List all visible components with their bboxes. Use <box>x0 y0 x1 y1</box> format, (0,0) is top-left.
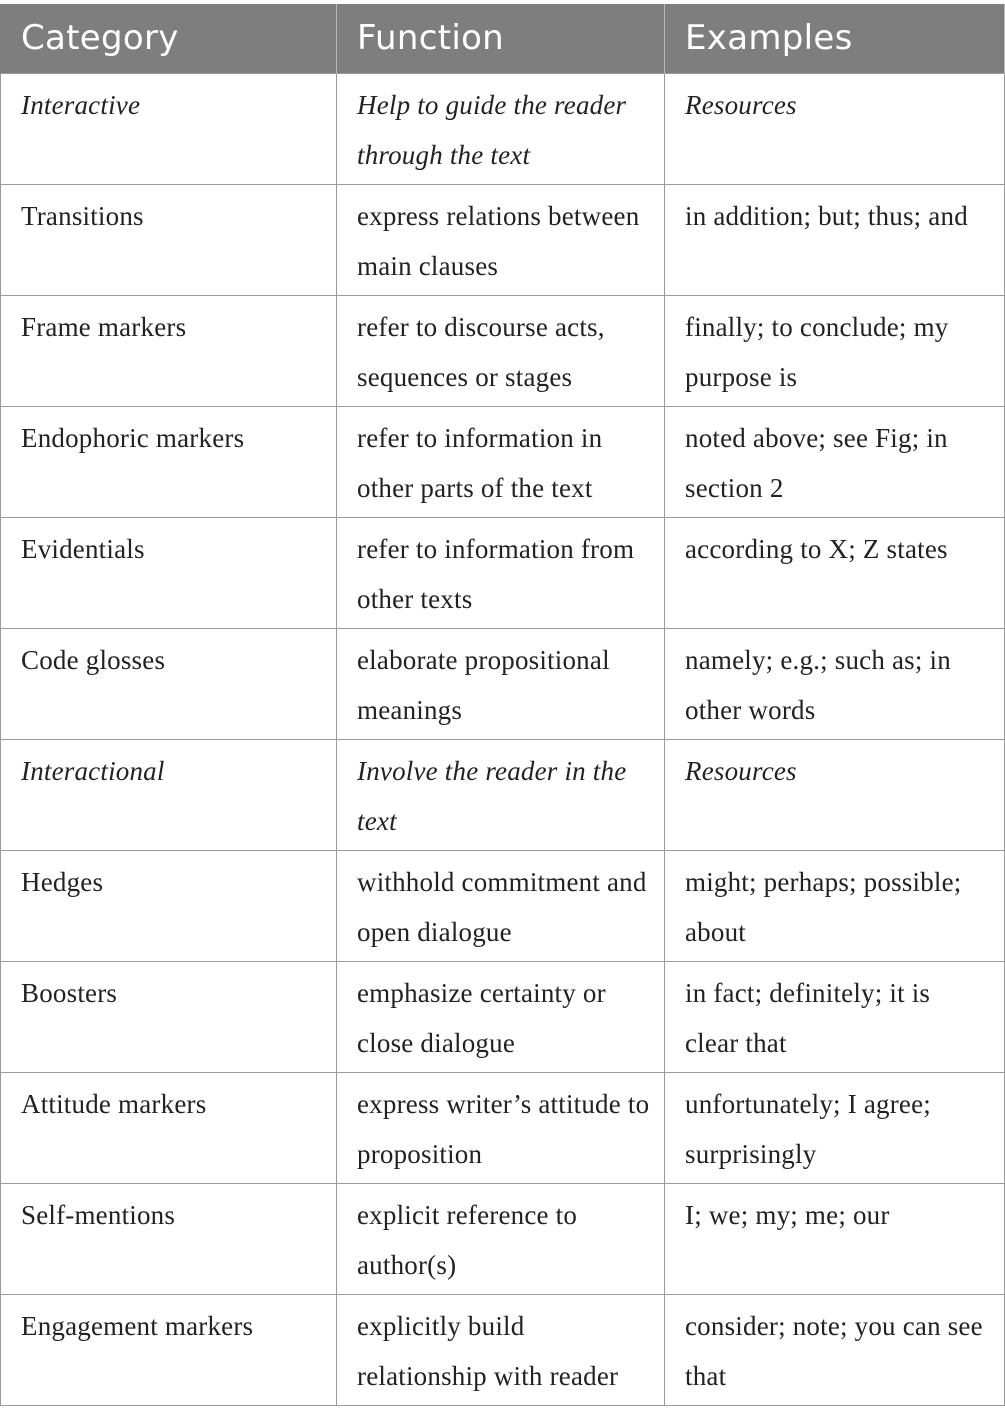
category-cell: Hedges <box>1 850 337 961</box>
examples-cell: in addition; but; thus; and <box>665 184 1005 295</box>
header-category: Category <box>1 4 337 73</box>
function-cell: Help to guide the reader through the text <box>337 73 665 184</box>
table-row <box>1 184 1005 295</box>
function-cell: refer to information from other texts <box>337 517 665 628</box>
table-header <box>1 4 1005 73</box>
category-cell: Interactional <box>1 739 337 850</box>
examples-cell: namely; e.g.; such as; in other words <box>665 628 1005 739</box>
function-cell: Involve the reader in the text <box>337 739 665 850</box>
function-cell: refer to discourse acts, sequences or stages <box>337 295 665 406</box>
examples-cell: finally; to conclude; my purpose is <box>665 295 1005 406</box>
function-cell: express writer’s attitude to proposition <box>337 1072 665 1183</box>
category-cell: Attitude markers <box>1 1072 337 1183</box>
header-row <box>1 4 1005 73</box>
examples-cell: Resources <box>665 73 1005 184</box>
table-row <box>1 517 1005 628</box>
function-cell: refer to information in other parts of the text <box>337 406 665 517</box>
category-cell: Self-mentions <box>1 1183 337 1294</box>
function-cell: explicit reference to author(s) <box>337 1183 665 1294</box>
category-cell: Evidentials <box>1 517 337 628</box>
header-examples: Examples <box>665 4 1005 73</box>
examples-cell: might; perhaps; possible; about <box>665 850 1005 961</box>
category-cell: Interactive <box>1 73 337 184</box>
category-cell: Frame markers <box>1 295 337 406</box>
category-cell: Endophoric markers <box>1 406 337 517</box>
table-row <box>1 1183 1005 1294</box>
header-function: Function <box>337 4 665 73</box>
function-cell: withhold commitment and open dialogue <box>337 850 665 961</box>
examples-cell: unfortunately; I agree; surprisingly <box>665 1072 1005 1183</box>
category-cell: Engagement markers <box>1 1294 337 1405</box>
table-body <box>1 73 1005 1405</box>
section-row <box>1 73 1005 184</box>
examples-cell: according to X; Z states <box>665 517 1005 628</box>
table-row <box>1 850 1005 961</box>
table-row <box>1 961 1005 1072</box>
section-row <box>1 739 1005 850</box>
category-cell: Transitions <box>1 184 337 295</box>
examples-cell: in fact; definitely; it is clear that <box>665 961 1005 1072</box>
examples-cell: consider; note; you can see that <box>665 1294 1005 1405</box>
examples-cell: noted above; see Fig; in section 2 <box>665 406 1005 517</box>
category-cell: Boosters <box>1 961 337 1072</box>
function-cell: express relations between main clauses <box>337 184 665 295</box>
examples-cell: Resources <box>665 739 1005 850</box>
metadiscourse-table <box>0 4 1005 1406</box>
table-row <box>1 628 1005 739</box>
table-row <box>1 295 1005 406</box>
examples-cell: I; we; my; me; our <box>665 1183 1005 1294</box>
table-row <box>1 1072 1005 1183</box>
function-cell: emphasize certainty or close dialogue <box>337 961 665 1072</box>
function-cell: elaborate propositional meanings <box>337 628 665 739</box>
function-cell: explicitly build relationship with reader <box>337 1294 665 1405</box>
category-cell: Code glosses <box>1 628 337 739</box>
table-row <box>1 1294 1005 1405</box>
table-row <box>1 406 1005 517</box>
